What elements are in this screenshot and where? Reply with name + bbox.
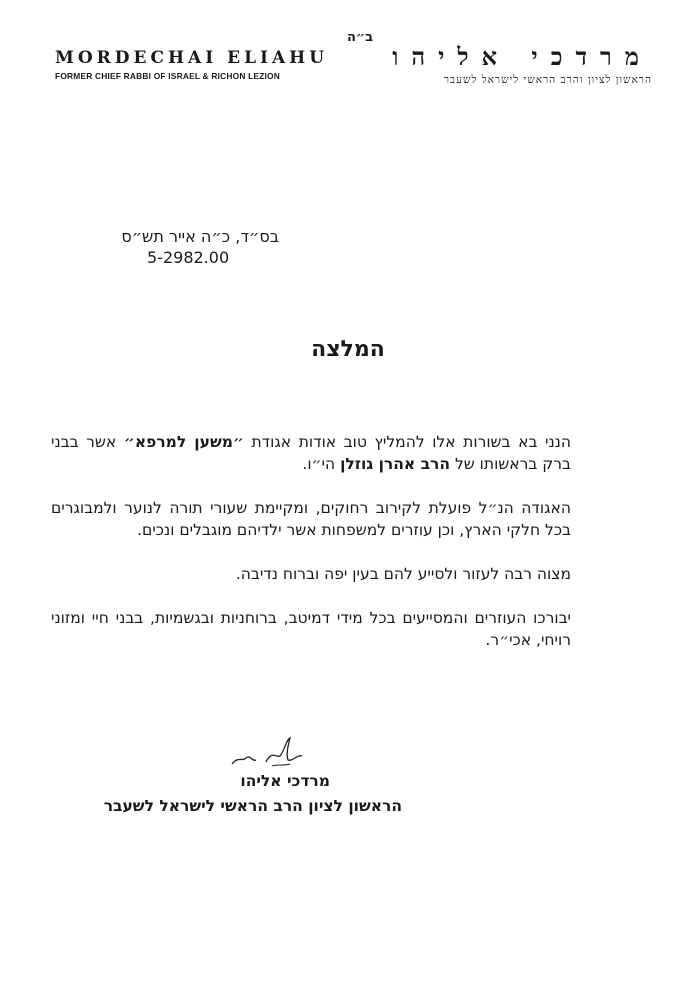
signature-name: מרדכי אליהו	[240, 772, 330, 790]
letterhead-title-en: FORMER CHIEF RABBI OF ISRAEL & RICHON LEZION	[55, 71, 280, 81]
paragraph-mitzvah: מצוה רבה לעזור ולסייע להם בעין יפה וברוח נדיבה.	[235, 565, 571, 583]
handwritten-signature	[228, 732, 308, 772]
intro-text-1: הנני בא בשורות אלו להמליץ טוב אודות אגודת	[243, 433, 571, 451]
reference-number: 5-2982.00	[147, 248, 230, 267]
letter-date: בס״ד, כ״ה אייר תש״ס	[121, 227, 279, 246]
letter-title: המלצה	[311, 337, 385, 362]
letterhead-name-en: MORDECHAI ELIAHU	[55, 48, 329, 68]
letter-body	[51, 431, 571, 673]
letterhead-name-he: מרדכי אליהו	[392, 42, 652, 71]
paragraph-intro	[51, 431, 571, 475]
signature-title: הראשון לציון הרב הראשי לישראל לשעבר	[103, 797, 402, 815]
organization-name: ״משען למרפא״	[123, 433, 244, 451]
letterhead-title-he: הראשון לציון והרב הראשי לישראל לשעבר	[443, 74, 652, 86]
paragraph-activities: האגודה הנ״ל פועלת לקירוב רחוקים, ומקיימת שעורי תורה לנוער ולמבוגרים בכל חלקי הארץ, וכן עוזרים למשפחות אשר ילדיהם מוגבלים ונכים.	[51, 499, 571, 539]
intro-text-2: אשר בבני ברק בראשותו של	[51, 433, 571, 473]
paragraph-blessing: יבורכו העוזרים והמסייעים בכל מידי דמיטב, ברוחניות ובגשמיות, בבני חיי ומזוני רויחי, אכי״ר.	[51, 609, 571, 649]
intro-text-3: הי״ו.	[302, 455, 341, 473]
bh-header: ב״ה	[347, 30, 374, 45]
rabbi-name: הרב אהרן גוזלן	[340, 455, 451, 473]
